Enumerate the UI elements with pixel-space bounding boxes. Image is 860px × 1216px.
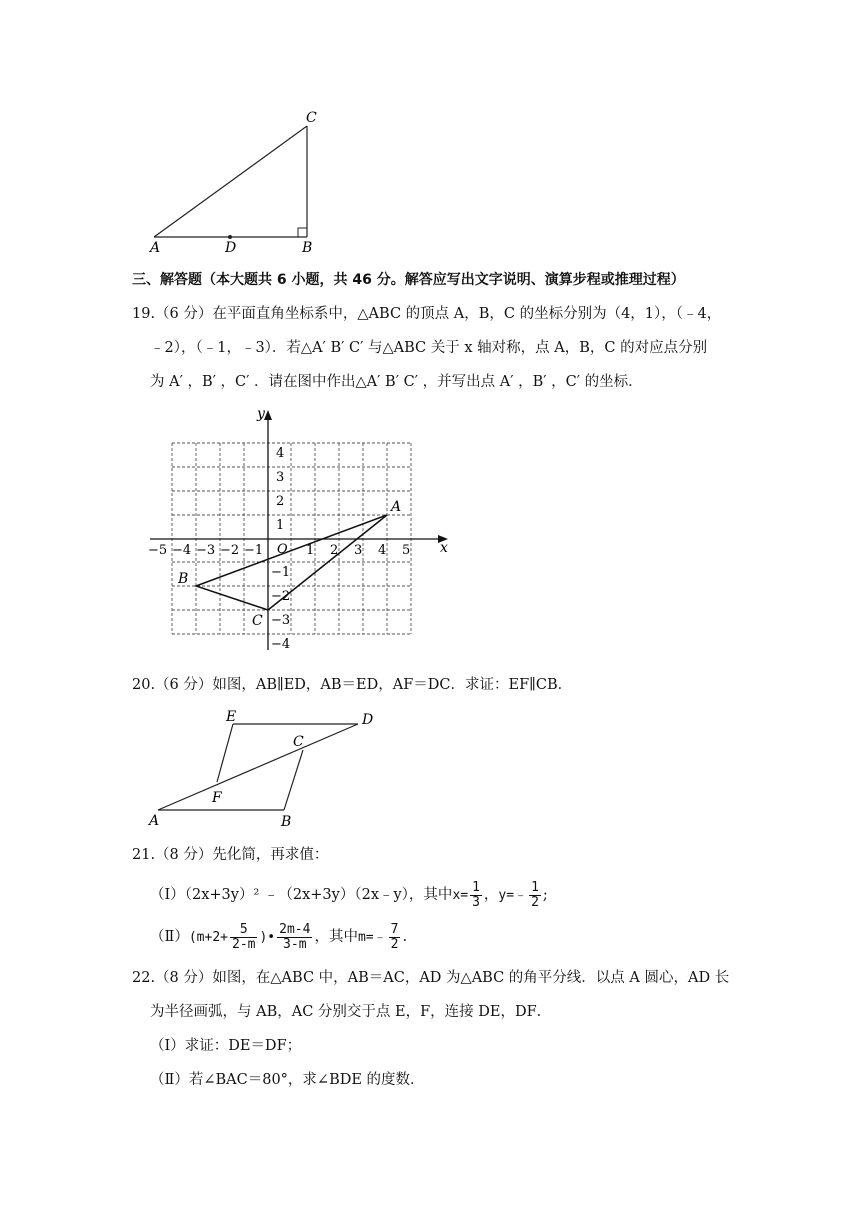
parallelogram-figure [140,704,390,834]
point-c-label: C [252,613,263,629]
q22-part2: （Ⅱ）若∠BAC＝80°，求∠BDE 的度数． [150,1072,425,1088]
x-axis-label: x [440,540,448,556]
fraction-denominator: 3-m [283,936,307,952]
segment-ef [217,724,233,782]
y-axis-label: y [257,406,265,422]
segment-cb [284,750,303,810]
origin-label: O [277,542,288,557]
x-tick: −3 [196,543,216,558]
x-tick: 2 [330,543,339,558]
coordinate-grid-figure [140,400,460,662]
q21-fraction-x [470,881,482,910]
fraction-denominator: 2-m [232,936,256,952]
q21-part2-m: m=﹣ [357,930,387,945]
q21-part1-y: y=﹣ [498,888,528,903]
point-d [228,235,232,239]
label-d: D [225,240,237,254]
y-tick: 2 [276,494,285,509]
fraction-numerator: 2m-4 [279,921,311,937]
q22-part1: （Ⅰ）求证：DE＝DF； [150,1038,302,1054]
q21-part2-prefix: （Ⅱ） [150,929,189,945]
point-a-label: A [391,499,402,515]
y-axis-arrow [264,410,272,420]
q21-fraction-2m4 [277,923,312,952]
label-a: A [149,813,160,829]
label-c: C [306,110,317,126]
q21-text: 21.（8 分）先化简，再求值： [132,847,329,863]
q21-part1-x: x= [452,888,469,903]
label-d: D [362,712,374,728]
q21-part2-close: )• [259,930,276,945]
q21-part1-end: ; [542,887,548,903]
section-heading: 三、解答题（本大题共 6 小题，共 46 分。解答应写出文字说明、演算步程或推理过程） [132,272,685,288]
y-tick: −1 [271,565,291,580]
x-tick: 4 [378,543,387,558]
fraction-numerator: 5 [230,923,257,938]
q21-part2 [150,920,407,955]
q19-line2: ﹣2），（﹣1，﹣3）．若△A′ B′ C′ 与△ABC 关于 x 轴对称，点 A，B，C 的对应点分别 [150,340,708,356]
q21-part1 [150,878,548,913]
triangle-abc [196,515,387,610]
x-tick: −2 [220,543,240,558]
x-tick: 5 [402,543,411,558]
label-a: A [150,240,161,254]
fraction-numerator: 1 [472,879,480,895]
label-e: E [226,709,237,725]
point-b-label: B [178,571,189,587]
label-f: F [212,790,222,806]
y-tick: 1 [276,518,285,533]
q19-line1: 19.（6 分）在平面直角坐标系中，△ABC 的顶点 A，B，C 的坐标分别为（4，1），（﹣4， [132,306,722,322]
q19-line3: 为 A′ ，B′ ，C′ ．请在图中作出△A′ B′ C′ ，并写出点 A′ ，B′ ，C′ 的坐标． [150,374,643,390]
fraction-numerator: 7 [390,921,399,937]
q21-part2-end: . [402,929,408,945]
fraction-denominator: 2 [390,936,399,952]
q21-fraction-m [389,923,401,952]
y-tick: 4 [276,446,285,461]
q20-text: 20.（6 分）如图，AB∥ED，AB＝ED，AF＝DC．求证：EF∥CB． [132,677,573,693]
q22-line2: 为半径画弧，与 AB，AC 分别交于点 E，F，连接 DE，DF． [150,1004,552,1020]
x-tick: 3 [354,543,363,558]
label-c: C [293,734,304,750]
q21-fraction-y [529,881,541,910]
x-tick: −5 [148,543,168,558]
y-tick: −3 [271,613,291,628]
figure-right-triangle [140,104,330,254]
q21-part2-open: (m+2+ [188,930,228,945]
q21-part1-sep: ， [483,887,499,903]
fraction-denominator: 2 [531,894,539,910]
fraction-denominator: 3 [472,894,480,910]
q21-part2-mid: ，其中 [314,929,358,945]
segment-ac [154,126,307,237]
x-tick: 1 [306,543,315,558]
segment-ad [158,724,358,810]
x-tick: −4 [172,543,192,558]
y-tick: −4 [271,637,291,652]
y-tick: −2 [271,589,291,604]
q21-fraction-5 [230,923,257,952]
right-angle-mark [298,228,307,237]
q22-line1: 22.（8 分）如图，在△ABC 中，AB＝AC，AD 为△ABC 的角平分线．以点 A 圆心，AD 长 [132,970,730,986]
fraction-numerator: 1 [531,879,539,895]
label-b: B [281,814,292,830]
y-tick: 3 [276,470,285,485]
x-tick: −1 [244,543,264,558]
label-b: B [302,240,313,254]
q21-part1-prefix: （Ⅰ）（2x+3y）² ﹣（2x+3y）（2x﹣y），其中 [150,887,453,903]
